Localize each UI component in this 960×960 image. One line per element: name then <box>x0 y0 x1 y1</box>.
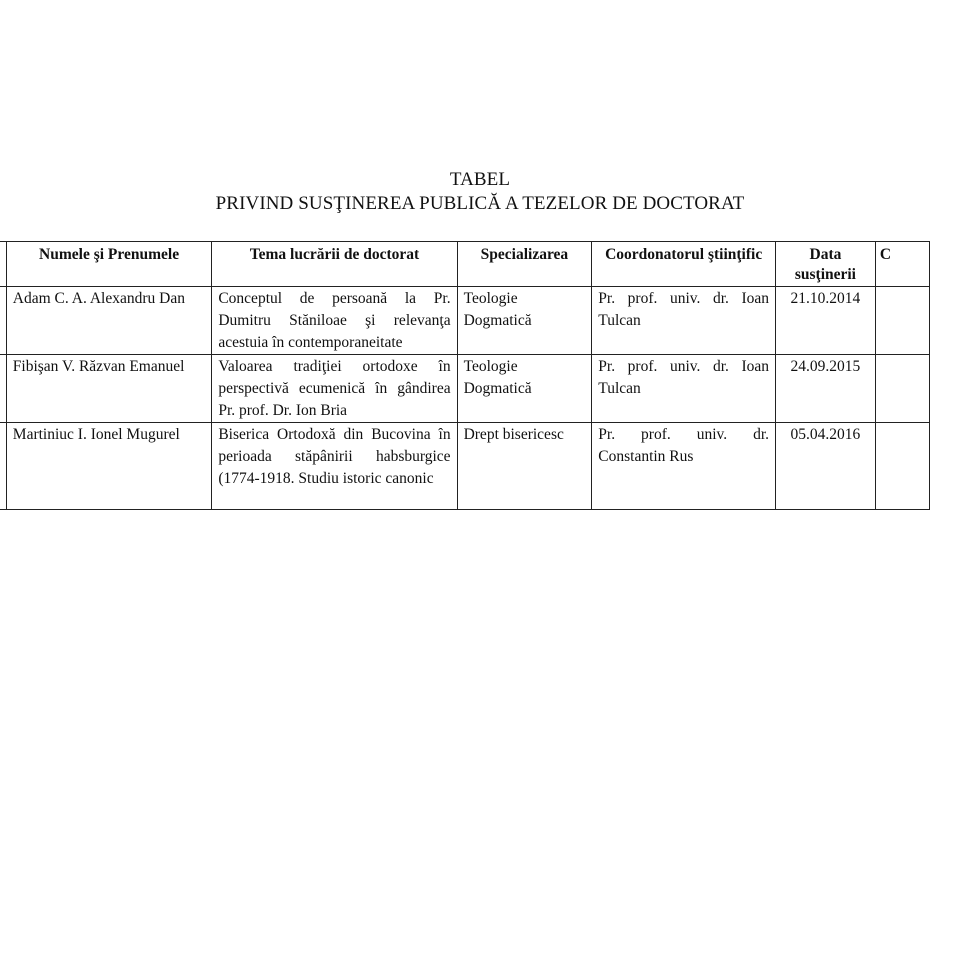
row-date-cell: 05.04.2016 <box>776 423 876 510</box>
row-coordinator-cell: Pr. prof. univ. dr. Ioan Tulcan <box>592 287 776 355</box>
row-name-cell: Fibişan V. Răzvan Emanuel <box>6 355 212 423</box>
row-name-cell: Adam C. A. Alexandru Dan <box>6 287 212 355</box>
row-cut-last-cell <box>875 355 929 423</box>
row-specialization-cell: Drept bisericesc <box>457 423 592 510</box>
row-specialization-cell: Teologie Dogmatică <box>457 287 592 355</box>
header-coordinator: Coordonatorul ştiinţific <box>592 242 776 287</box>
row-date-cell: 24.09.2015 <box>776 355 876 423</box>
title-line-2: PRIVIND SUSŢINEREA PUBLICĂ A TEZELOR DE DOCTORAT <box>215 193 745 214</box>
title-line-1: TABEL <box>449 169 511 190</box>
header-cut-last: C <box>875 242 929 287</box>
row-topic-cell: Conceptul de persoană la Pr. Dumitru Stăniloae şi relevanţa acestuia în contemporaneitate <box>212 287 457 355</box>
table-row <box>0 423 930 510</box>
row-coordinator-cell: Pr. prof. univ. dr. Constantin Rus <box>592 423 776 510</box>
row-name-cell: Martiniuc I. Ionel Mugurel <box>6 423 212 510</box>
header-topic: Tema lucrării de doctorat <box>212 242 457 287</box>
row-cut-last-cell <box>875 287 929 355</box>
document-title <box>0 168 960 216</box>
theses-table <box>0 241 930 510</box>
row-coordinator-cell: Pr. prof. univ. dr. Ioan Tulcan <box>592 355 776 423</box>
row-specialization-cell: Teologie Dogmatică <box>457 355 592 423</box>
header-specialization: Specializarea <box>457 242 592 287</box>
row-date-cell: 21.10.2014 <box>776 287 876 355</box>
row-topic-cell: Biserica Ortodoxă din Bucovina în perioada stăpânirii habsburgice (1774-1918. Studiu istoric canonic <box>212 423 457 510</box>
header-date: Data susţinerii <box>776 242 876 287</box>
row-cut-last-cell <box>875 423 929 510</box>
table-header-row <box>0 242 930 287</box>
row-topic-cell: Valoarea tradiţiei ortodoxe în perspectivă ecumenică în gândirea Pr. prof. Dr. Ion Bria <box>212 355 457 423</box>
table-row <box>0 355 930 423</box>
table-row <box>0 287 930 355</box>
header-name: Numele şi Prenumele <box>6 242 212 287</box>
